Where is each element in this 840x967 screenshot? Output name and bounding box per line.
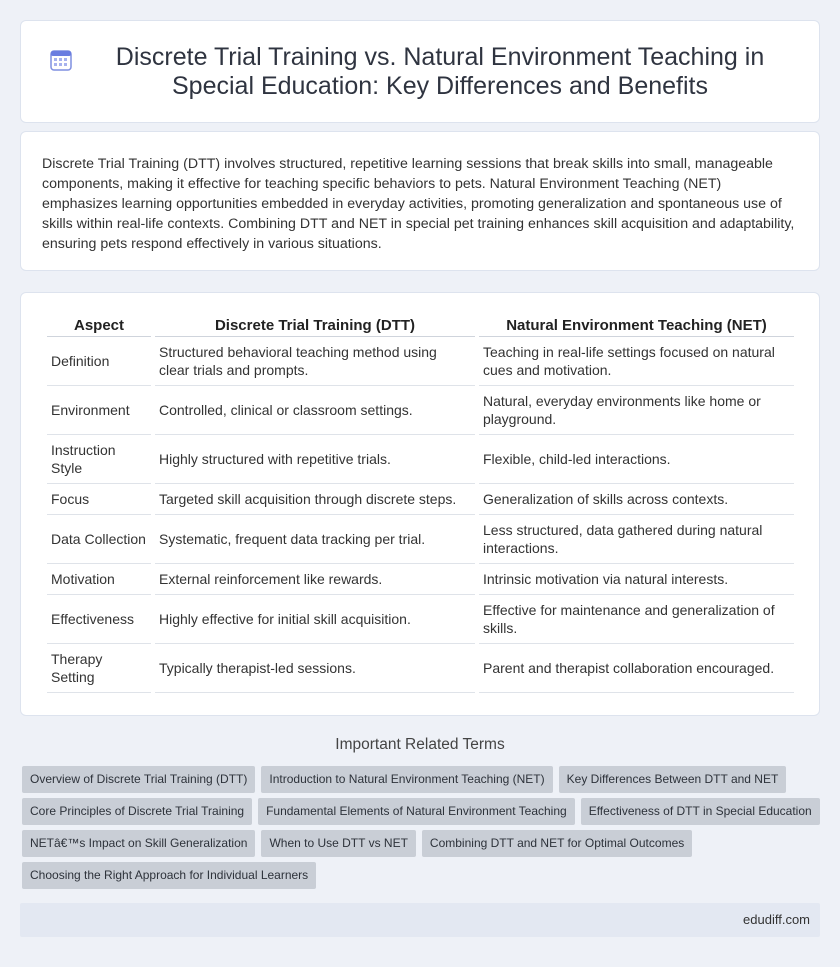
footer-site-link[interactable]: edudiff.com <box>743 912 810 927</box>
cell-net: Natural, everyday environments like home or playground. <box>479 386 794 435</box>
cell-aspect: Environment <box>47 386 151 435</box>
cell-dtt: Targeted skill acquisition through discrete steps. <box>155 484 475 515</box>
table-row <box>47 644 794 693</box>
comparison-table-card <box>20 292 820 716</box>
cell-dtt: Typically therapist-led sessions. <box>155 644 475 693</box>
related-term-tag[interactable]: Combining DTT and NET for Optimal Outcomes <box>422 830 692 857</box>
table-row <box>47 564 794 595</box>
cell-net: Intrinsic motivation via natural interests. <box>479 564 794 595</box>
table-row <box>47 337 794 386</box>
cell-dtt: Highly structured with repetitive trials. <box>155 435 475 484</box>
related-term-tag[interactable]: Key Differences Between DTT and NET <box>559 766 787 793</box>
related-term-tag[interactable]: Introduction to Natural Environment Teaching (NET) <box>261 766 552 793</box>
cell-aspect: Therapy Setting <box>47 644 151 693</box>
related-term-tag[interactable]: When to Use DTT vs NET <box>261 830 415 857</box>
cell-aspect: Definition <box>47 337 151 386</box>
cell-net: Parent and therapist collaboration encouraged. <box>479 644 794 693</box>
cell-aspect: Effectiveness <box>47 595 151 644</box>
cell-dtt: Controlled, clinical or classroom settings. <box>155 386 475 435</box>
table-row <box>47 386 794 435</box>
cell-net: Effective for maintenance and generalization of skills. <box>479 595 794 644</box>
header-aspect: Aspect <box>47 315 151 337</box>
cell-dtt: Structured behavioral teaching method using clear trials and prompts. <box>155 337 475 386</box>
cell-dtt: Systematic, frequent data tracking per trial. <box>155 515 475 564</box>
cell-aspect: Instruction Style <box>47 435 151 484</box>
footer <box>20 903 820 937</box>
cell-dtt: Highly effective for initial skill acquisition. <box>155 595 475 644</box>
related-terms-title: Important Related Terms <box>335 736 505 753</box>
cell-net: Less structured, data gathered during natural interactions. <box>479 515 794 564</box>
cell-dtt: External reinforcement like rewards. <box>155 564 475 595</box>
table-row <box>47 595 794 644</box>
title-card <box>20 20 820 123</box>
cell-net: Flexible, child-led interactions. <box>479 435 794 484</box>
header-net: Natural Environment Teaching (NET) <box>479 315 794 337</box>
cell-net: Teaching in real-life settings focused on natural cues and motivation. <box>479 337 794 386</box>
cell-aspect: Data Collection <box>47 515 151 564</box>
table-header-row <box>47 315 794 337</box>
related-term-tag[interactable]: Core Principles of Discrete Trial Training <box>22 798 252 825</box>
related-term-tag[interactable]: NETâ€™s Impact on Skill Generalization <box>22 830 255 857</box>
cell-aspect: Focus <box>47 484 151 515</box>
table-row <box>47 515 794 564</box>
related-term-tag[interactable]: Effectiveness of DTT in Special Education <box>581 798 820 825</box>
related-term-tag[interactable]: Choosing the Right Approach for Individual Learners <box>22 862 316 889</box>
related-term-tag[interactable]: Overview of Discrete Trial Training (DTT) <box>22 766 255 793</box>
cell-net: Generalization of skills across contexts. <box>479 484 794 515</box>
related-terms-list <box>22 766 822 889</box>
header-dtt: Discrete Trial Training (DTT) <box>155 315 475 337</box>
page-title: Discrete Trial Training vs. Natural Environment Teaching in Special Education: Key Differences and Benefits <box>115 43 765 100</box>
intro-card <box>20 131 820 271</box>
cell-aspect: Motivation <box>47 564 151 595</box>
intro-paragraph: Discrete Trial Training (DTT) involves structured, repetitive learning sessions that break skills into small, manageable components, making it effective for teaching specific behaviors to pets. Natural Environment Teaching (NET) emphasizes learning opportunities embedded in everyday activities, promoting generalization and spontaneous use of skills within real-life contexts. Combining DTT and NET in special pet training enhances skill acquisition and adaptability, ensuring pets respond effectively in various situations. <box>42 156 795 252</box>
table-row <box>47 484 794 515</box>
comparison-table <box>43 315 798 693</box>
table-row <box>47 435 794 484</box>
related-term-tag[interactable]: Fundamental Elements of Natural Environment Teaching <box>258 798 575 825</box>
